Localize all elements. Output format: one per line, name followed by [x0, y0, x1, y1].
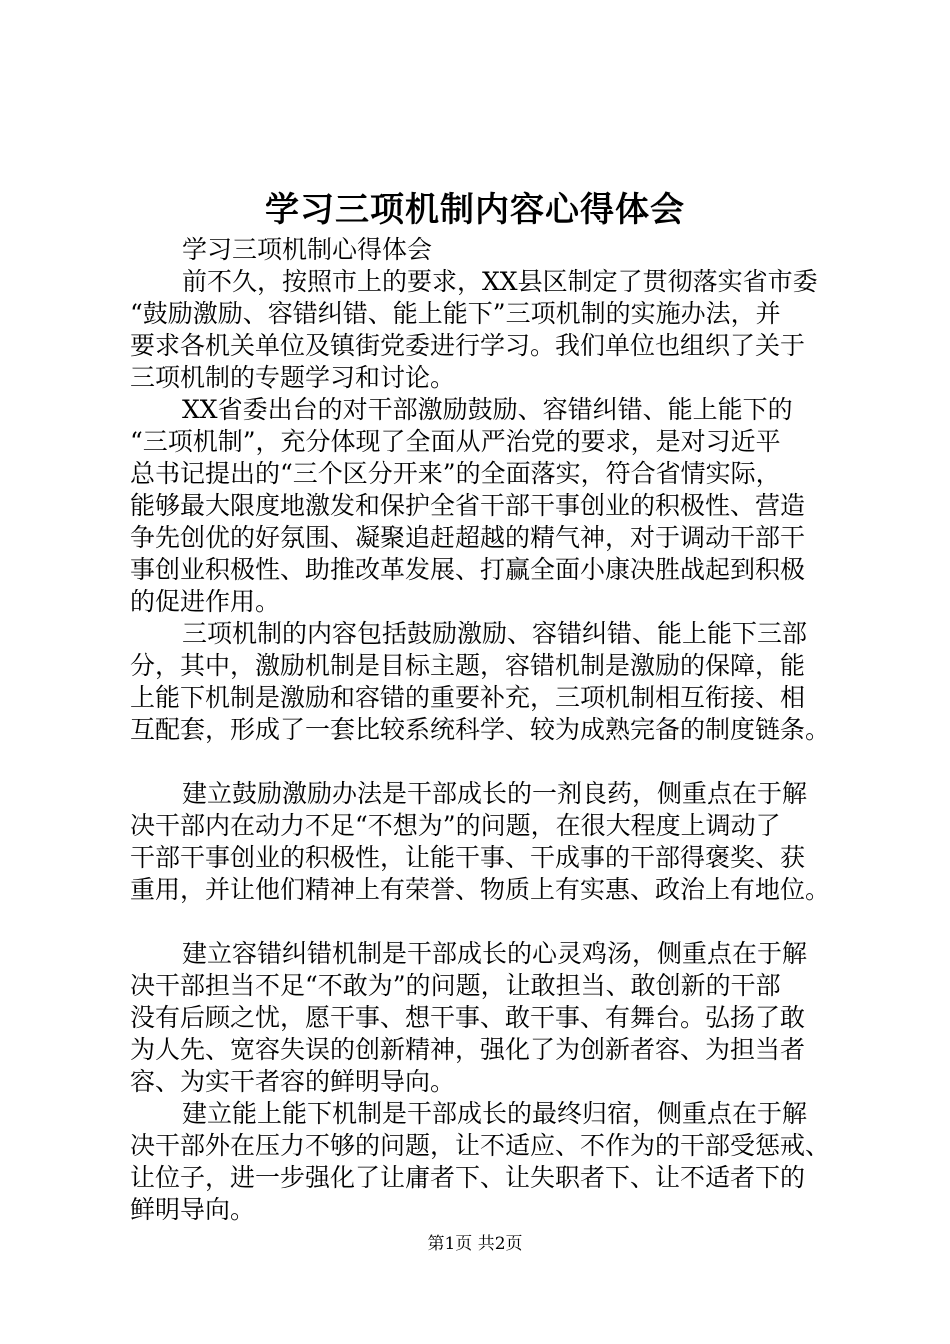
document-title: 学习三项机制内容心得体会 — [265, 190, 685, 230]
text-line: 分，其中，激励机制是目标主题，容错机制是激励的保障，能 — [130, 651, 806, 680]
text-line: 决干部内在动力不足“不想为”的问题，在很大程度上调动了 — [130, 811, 781, 840]
document-body — [130, 234, 830, 1226]
text-line: 学习三项机制心得体会 — [182, 235, 433, 264]
text-line: 建立鼓励激励办法是干部成长的一剂良药，侧重点在于解 — [182, 779, 808, 808]
text-line: 能够最大限度地激发和保护全省干部干事创业的积极性、营造 — [130, 491, 806, 520]
blank-line — [130, 746, 830, 778]
text-line: 上能下机制是激励和容错的重要补充，三项机制相互衔接、相 — [130, 683, 806, 712]
text-line: 前不久，按照市上的要求，XX县区制定了贯彻落实省市委 — [182, 267, 818, 296]
text-line: 决干部外在压力不够的问题，让不适应、不作为的干部受惩戒、 — [130, 1131, 831, 1160]
text-line: “鼓励激励、容错纠错、能上能下”三项机制的实施办法，并 — [130, 299, 781, 328]
text-line: 的促进作用。 — [130, 587, 281, 616]
text-line: 建立容错纠错机制是干部成长的心灵鸡汤，侧重点在于解 — [182, 939, 808, 968]
text-line: 建立能上能下机制是干部成长的最终归宿，侧重点在于解 — [182, 1099, 808, 1128]
text-line: 要求各机关单位及镇街党委进行学习。我们单位也组织了关于 — [130, 331, 806, 360]
text-line: 鲜明导向。 — [130, 1195, 256, 1224]
text-line: 让位子，进一步强化了让庸者下、让失职者下、让不适者下的 — [130, 1163, 806, 1192]
text-line: 事创业积极性、助推改革发展、打赢全面小康决胜战起到积极 — [130, 555, 806, 584]
text-line: 互配套，形成了一套比较系统科学、较为成熟完备的制度链条。 — [130, 715, 831, 744]
text-line: 决干部担当不足“不敢为”的问题，让敢担当、敢创新的干部 — [130, 971, 781, 1000]
text-line: “三项机制”，充分体现了全面从严治党的要求，是对习近平 — [130, 427, 781, 456]
text-line: 三项机制的专题学习和讨论。 — [130, 363, 456, 392]
text-line: 重用，并让他们精神上有荣誉、物质上有实惠、政治上有地位。 — [130, 875, 831, 904]
page-footer: 第1页 共2页 — [427, 1234, 523, 1254]
text-line: 总书记提出的“三个区分开来”的全面落实，符合省情实际， — [130, 459, 781, 488]
blank-line — [130, 906, 830, 938]
text-line: 干部干事创业的积极性，让能干事、干成事的干部得褒奖、获 — [130, 843, 806, 872]
text-line: 争先创优的好氛围、凝聚追赶超越的精气神，对于调动干部干 — [130, 523, 806, 552]
text-line: 为人先、宽容失误的创新精神，强化了为创新者容、为担当者 — [130, 1035, 806, 1064]
text-line: 三项机制的内容包括鼓励激励、容错纠错、能上能下三部 — [182, 619, 808, 648]
text-line: XX省委出台的对干部激励鼓励、容错纠错、能上能下的 — [182, 395, 793, 424]
text-line: 没有后顾之忧，愿干事、想干事、敢干事、有舞台。弘扬了敢 — [130, 1003, 806, 1032]
text-line: 容、为实干者容的鲜明导向。 — [130, 1067, 456, 1096]
